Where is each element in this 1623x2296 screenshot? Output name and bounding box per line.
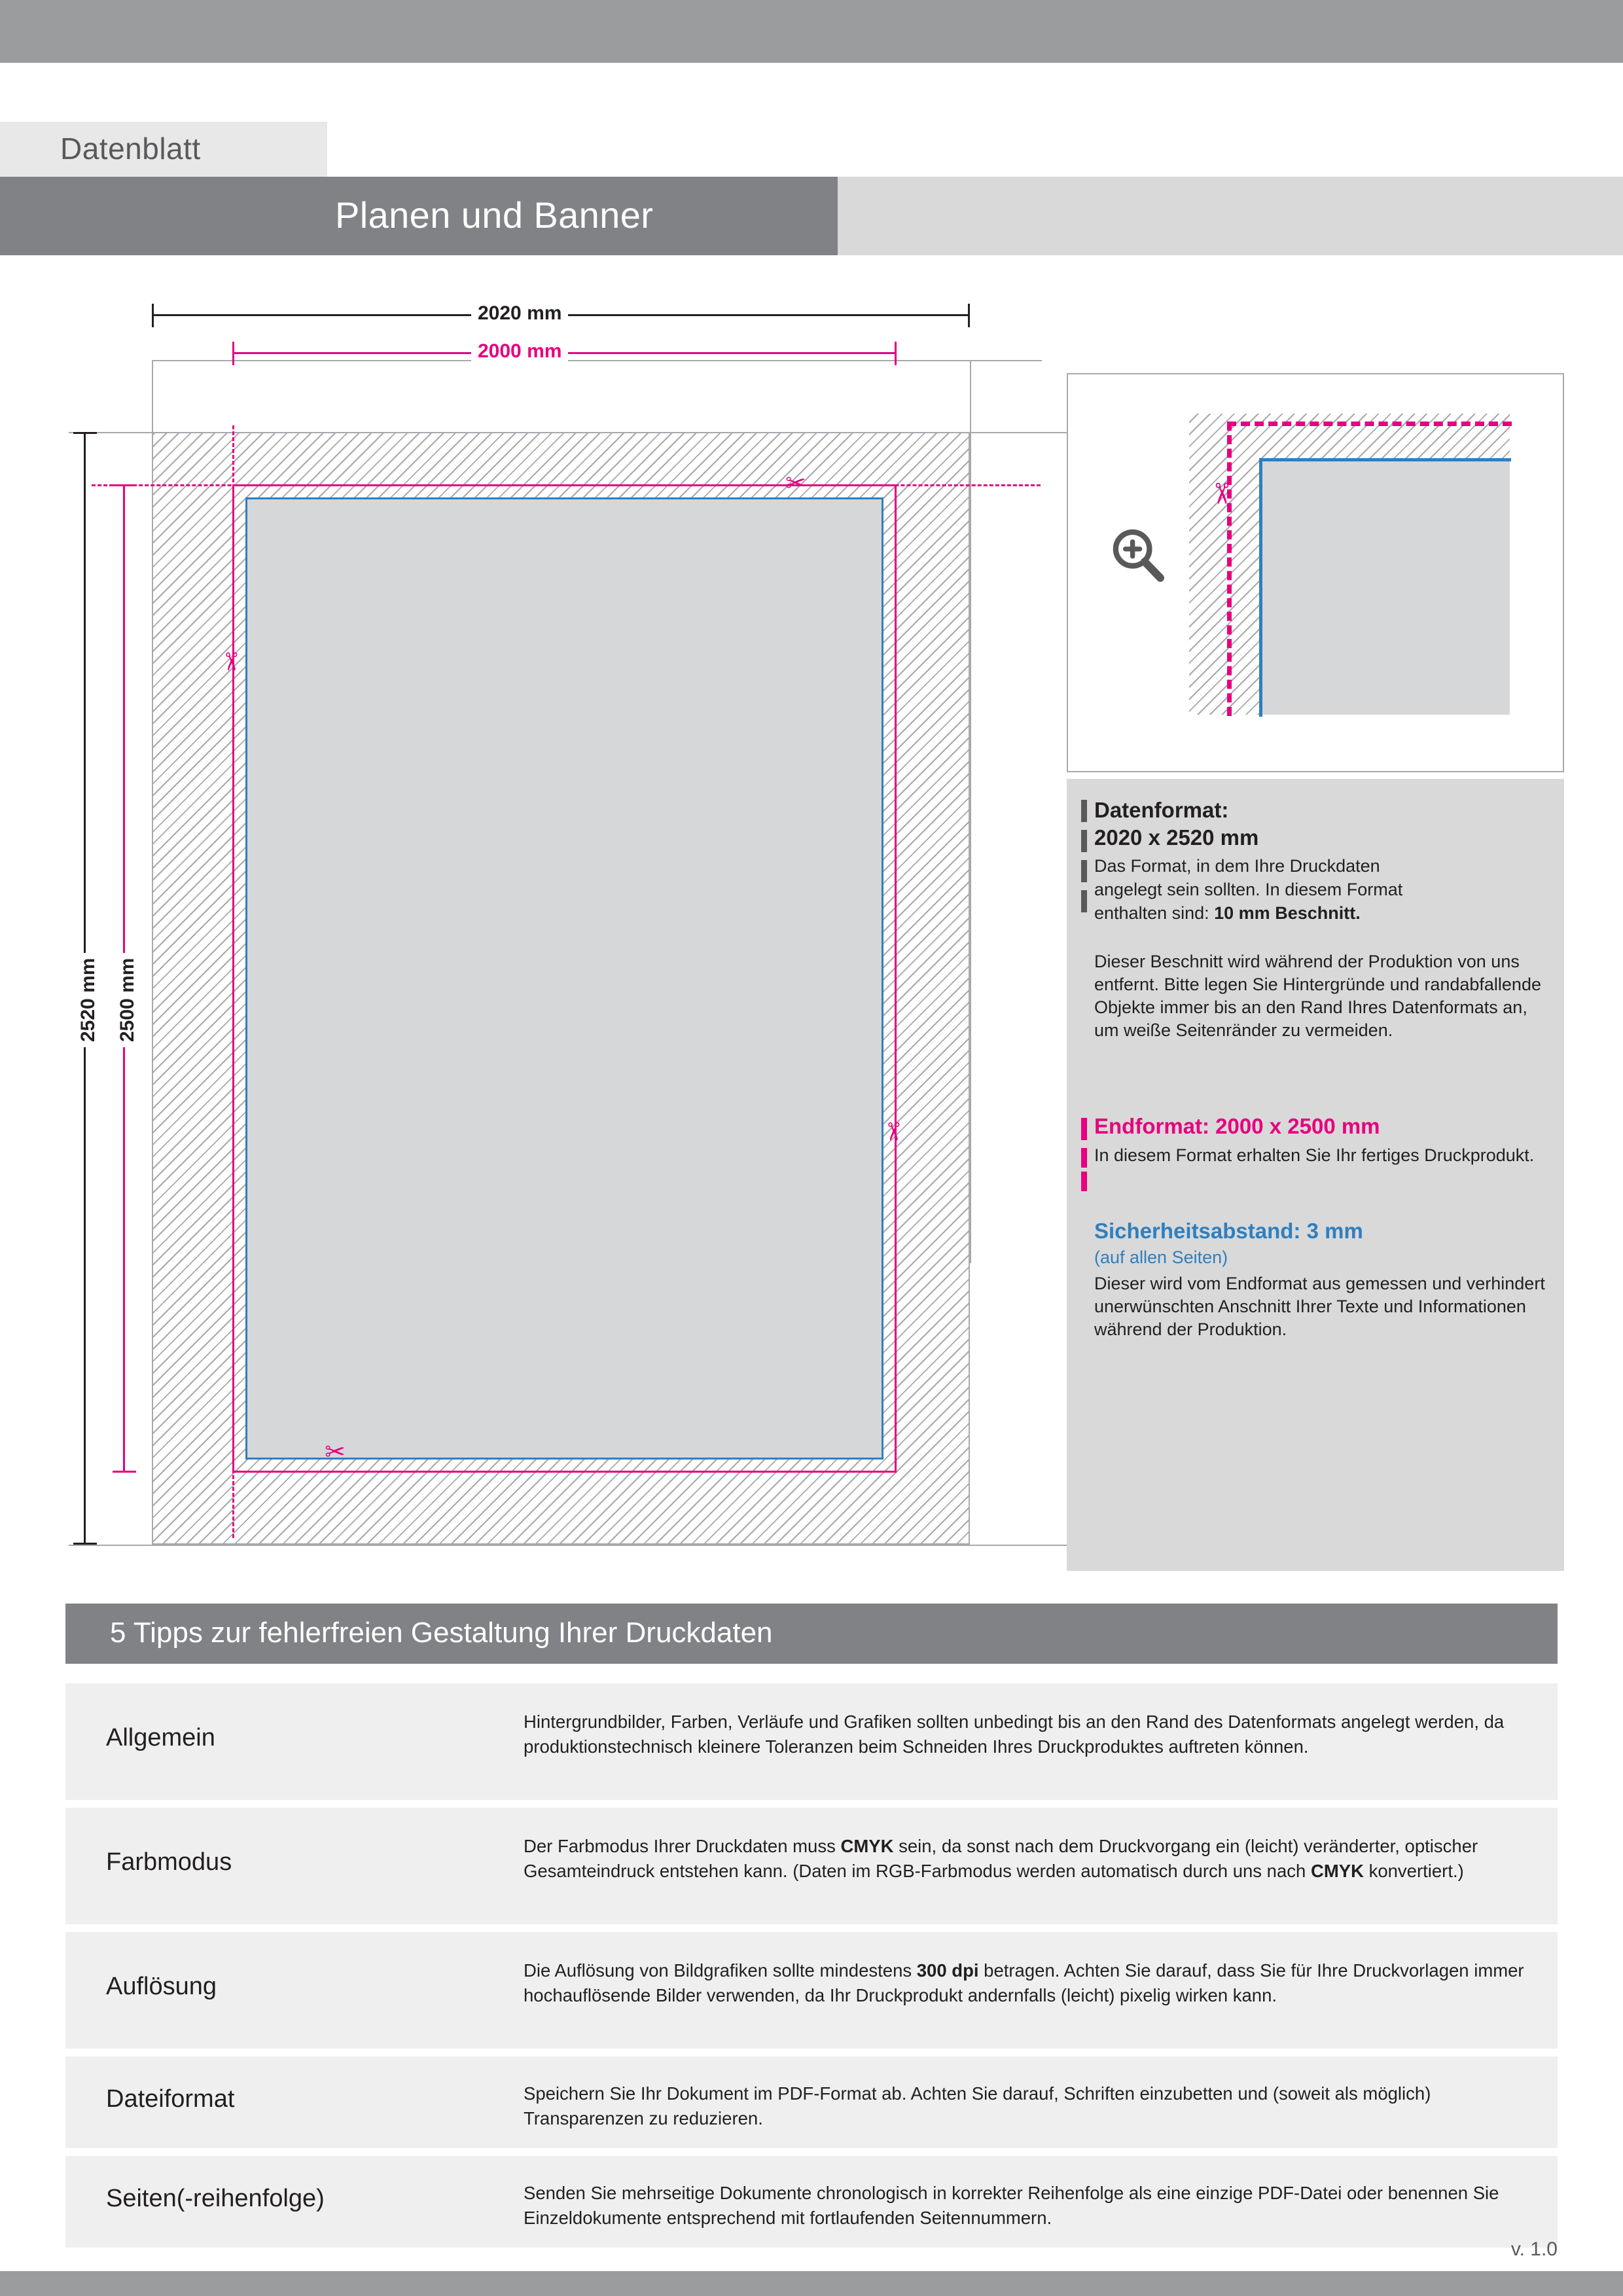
dim-tick-outer-left <box>152 304 154 327</box>
dim-tick-outer-bottom <box>73 1543 97 1545</box>
tick-datenformat-3 <box>1081 860 1087 882</box>
magnifier-plus-icon <box>1107 525 1168 585</box>
dim-label-outer-width: 2020 mm <box>471 302 568 325</box>
tip-row <box>65 1683 1558 1800</box>
dim-tick-inner-right <box>895 342 897 365</box>
tip-row <box>65 1808 1558 1924</box>
zoom-safety-line-vertical <box>1259 458 1262 717</box>
scissors-icon: ✂ <box>1205 481 1238 506</box>
datenformat-bleed-bold: 10 mm Beschnitt. <box>1214 903 1361 923</box>
tip-name: Allgemein <box>106 1724 215 1751</box>
zoom-detail-box <box>1067 373 1564 772</box>
guide-line-right-upper <box>970 360 971 1263</box>
title-band <box>0 177 838 255</box>
zoom-final-format-dash-vertical <box>1227 422 1232 716</box>
tick-endformat-3 <box>1081 1172 1087 1191</box>
datenformat-line-1: Das Format, in dem Ihre Druckdaten <box>1094 856 1380 876</box>
safety-title: Sicherheitsabstand: 3 mm <box>1094 1219 1363 1243</box>
zoom-content-area <box>1261 459 1510 715</box>
tick-datenformat-4 <box>1081 890 1087 912</box>
scissors-icon: ✂ <box>878 1121 906 1142</box>
format-diagram <box>0 275 1060 1571</box>
tips-header-label: 5 Tipps zur fehlerfreien Gestaltung Ihrer Druckdaten <box>110 1617 773 1649</box>
guide-line-top <box>152 360 1042 361</box>
zoom-safety-line-horizontal <box>1259 458 1511 461</box>
datasheet-tab-label: Datenblatt <box>60 132 201 166</box>
bottom-bar <box>0 2271 1623 2296</box>
tip-text: Die Auflösung von Bildgrafiken sollte mindestens 300 dpi betragen. Achten Sie darauf, dass Sie für Ihre Druckvorlagen immer hochauflösende Bilder verwenden, da Ihr Druckprodukt andernfalls (leicht) pixelig wirken kann. <box>524 1960 1524 2005</box>
datenformat-size: 2020 x 2520 mm <box>1094 825 1259 850</box>
tip-text: Hintergrundbilder, Farben, Verläufe und Grafiken sollten unbedingt bis an den Rand des Datenformats angelegt werden, da produktionstechnisch kleinere Toleranzen beim Schneiden Ihres Druckproduktes auftreten können. <box>524 1712 1505 1757</box>
version-label: v. 1.0 <box>1510 2238 1558 2260</box>
datasheet-tab <box>0 122 327 177</box>
content-area <box>245 497 883 1460</box>
dim-tick-inner-bottom <box>113 1471 136 1473</box>
safety-subtitle: (auf allen Seiten) <box>1094 1247 1228 1267</box>
dim-label-outer-height: 2520 mm <box>77 953 99 1047</box>
tip-text: Speichern Sie Ihr Dokument im PDF-Format ab. Achten Sie darauf, Schriften einzubetten und (soweit als möglich) Transparenzen zu reduzieren. <box>524 2083 1431 2128</box>
dim-label-inner-height: 2500 mm <box>116 953 139 1047</box>
top-bar <box>0 0 1623 63</box>
tip-name: Dateiformat <box>106 2085 235 2113</box>
scissors-icon: ✂ <box>216 651 244 672</box>
tick-endformat-2 <box>1081 1148 1087 1168</box>
datenformat-line-2: angelegt sein sollten. In diesem Format <box>1094 880 1403 899</box>
dim-tick-inner-left <box>232 342 234 365</box>
tips-header <box>65 1604 1558 1664</box>
tip-row <box>65 2156 1558 2248</box>
dim-tick-outer-top <box>73 432 97 434</box>
tick-datenformat-2 <box>1081 830 1087 852</box>
dim-tick-inner-top <box>113 484 136 486</box>
tick-datenformat <box>1081 800 1087 822</box>
zoom-final-format-dash-horizontal <box>1227 422 1512 426</box>
endformat-title: Endformat: 2000 x 2500 mm <box>1094 1114 1380 1138</box>
page-title: Planen und Banner <box>335 194 654 236</box>
tip-text: Senden Sie mehrseitige Dokumente chronologisch in korrekter Reihenfolge als eine einzige PDF-Datei oder benennen Sie Einzeldokumente entsprechend mit fortlaufenden Seitennummern. <box>524 2183 1499 2228</box>
tick-endformat-1 <box>1081 1118 1087 1140</box>
safety-text: Dieser wird vom Endformat aus gemessen und verhindert unerwünschten Anschnitt Ihrer Texte und Informationen während der Produktion. <box>1094 1274 1545 1340</box>
dim-label-inner-width: 2000 mm <box>471 340 568 363</box>
info-panel <box>1067 779 1564 1571</box>
datenformat-line-3-pre: enthalten sind: <box>1094 903 1215 923</box>
scissors-icon: ✂ <box>785 470 806 497</box>
datenformat-title: Datenformat: <box>1094 798 1229 822</box>
tip-row <box>65 1932 1558 2049</box>
tip-name: Auflösung <box>106 1973 217 2000</box>
beschnitt-paragraph: Dieser Beschnitt wird während der Produktion von uns entfernt. Bitte legen Sie Hintergründe und randabfallende Objekte immer bis an den Rand Ihres Datenformats an, um weiße Seitenränder zu vermeiden. <box>1094 952 1541 1041</box>
title-band-right <box>838 177 1623 255</box>
tip-name: Farbmodus <box>106 1848 232 1876</box>
guide-line-bottom-wide <box>69 1545 1090 1546</box>
endformat-text: In diesem Format erhalten Sie Ihr fertiges Druckprodukt. <box>1094 1145 1535 1165</box>
tip-text: Der Farbmodus Ihrer Druckdaten muss CMYK sein, da sonst nach dem Druckvorgang ein (leicht) veränderter, optischer Gesamteindruck entstehen kann. (Daten im RGB-Farbmodus werden automatisch durch uns nach CMYK konvertiert.) <box>524 1836 1478 1881</box>
tip-name: Seiten(-reihenfolge) <box>106 2185 325 2212</box>
datenformat-line-3 <box>1094 902 1546 925</box>
dim-tick-outer-right <box>968 304 970 327</box>
scissors-icon: ✂ <box>325 1439 346 1466</box>
tip-row <box>65 2056 1558 2148</box>
